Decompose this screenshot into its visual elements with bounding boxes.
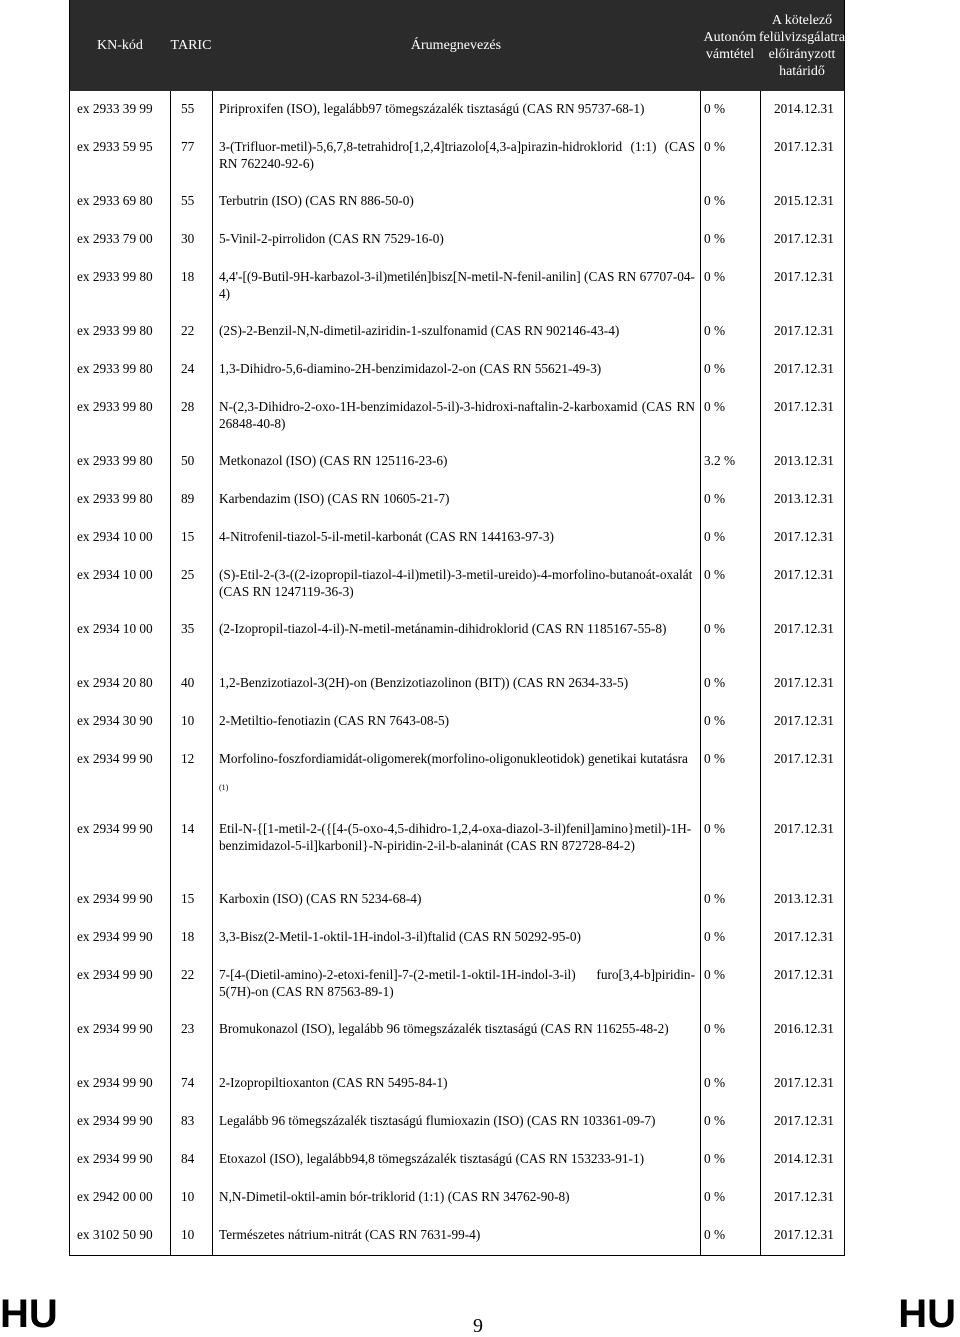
- kn-code-cell: ex 2933 99 80: [77, 399, 153, 414]
- duty-rate-cell: 3.2 %: [704, 453, 736, 468]
- taric-cell: 35: [181, 621, 195, 636]
- description-cell: 4,4'-[(9-Butil-9H-karbazol-3-il)metilén]bisz[N-metil-N-fenil-anilin] (CAS RN 67707-04-4): [219, 269, 695, 301]
- kn-code-cell: ex 2933 69 80: [77, 193, 153, 208]
- duty-rate-cell: 0 %: [704, 1189, 726, 1204]
- review-date-cell: 2014.12.31: [774, 101, 834, 116]
- page-number: 9: [473, 1315, 483, 1337]
- review-date-cell: 2017.12.31: [774, 1189, 834, 1204]
- taric-cell: 40: [181, 675, 195, 690]
- kn-code-cell: ex 2934 10 00: [77, 529, 153, 544]
- review-date-cell: 2016.12.31: [774, 1021, 834, 1036]
- duty-rate-cell: 0 %: [704, 1151, 726, 1166]
- duty-rate-cell: 0 %: [704, 821, 726, 836]
- description-cell: (2-Izopropil-tiazol-4-il)-N-metil-metánamin-dihidroklorid (CAS RN 1185167-55-8): [219, 621, 667, 636]
- kn-code-cell: ex 2934 20 80: [77, 675, 153, 690]
- taric-cell: 74: [181, 1075, 195, 1090]
- kn-code-cell: ex 2933 79 00: [77, 231, 153, 246]
- review-date-cell: 2017.12.31: [774, 269, 834, 284]
- kn-code-cell: ex 2934 99 90: [77, 1075, 153, 1090]
- description-cell: (2S)-2-Benzil-N,N-dimetil-aziridin-1-szulfonamid (CAS RN 902146-43-4): [219, 323, 620, 338]
- description-cell: Metkonazol (ISO) (CAS RN 125116-23-6): [219, 453, 448, 468]
- review-date-cell: 2015.12.31: [774, 193, 834, 208]
- taric-cell: 50: [181, 453, 195, 468]
- review-date-cell: 2017.12.31: [774, 361, 834, 376]
- taric-cell: 14: [181, 821, 195, 836]
- duty-rate-cell: 0 %: [704, 361, 726, 376]
- table-header: [70, 0, 844, 91]
- kn-code-cell: ex 2933 99 80: [77, 491, 153, 506]
- review-date-cell: 2017.12.31: [774, 1113, 834, 1128]
- description-cell: 7-[4-(Dietil-amino)-2-etoxi-fenil]-7-(2-metil-1-oktil-1H-indol-3-il) furo[3,4-b]piridin-5(7H)-on (CAS RN 87563-89-1): [219, 967, 695, 999]
- description-cell: N,N-Dimetil-oktil-amin bór-triklorid (1:1) (CAS RN 34762-90-8): [219, 1189, 570, 1204]
- taric-cell: 55: [181, 193, 195, 208]
- taric-cell: 89: [181, 491, 195, 506]
- description-cell: 5-Vinil-2-pirrolidon (CAS RN 7529-16-0): [219, 231, 444, 246]
- description-cell: Terbutrin (ISO) (CAS RN 886-50-0): [219, 193, 414, 208]
- taric-cell: 23: [181, 1021, 195, 1036]
- duty-rate-cell: 0 %: [704, 567, 726, 582]
- review-date-cell: 2017.12.31: [774, 1227, 834, 1242]
- kn-code-cell: ex 2934 99 90: [77, 967, 153, 982]
- kn-code-cell: ex 2934 99 90: [77, 751, 153, 766]
- duty-rate-cell: 0 %: [704, 1021, 726, 1036]
- taric-cell: 28: [181, 399, 195, 414]
- country-code-right: HU: [898, 1292, 956, 1336]
- duty-rate-cell: 0 %: [704, 101, 726, 116]
- taric-cell: 55: [181, 101, 195, 116]
- duty-rate-cell: 0 %: [704, 139, 726, 154]
- review-date-cell: 2017.12.31: [774, 399, 834, 414]
- description-cell: Természetes nátrium-nitrát (CAS RN 7631-99-4): [219, 1227, 481, 1242]
- review-date-cell: 2017.12.31: [774, 323, 834, 338]
- review-date-cell: 2013.12.31: [774, 891, 834, 906]
- taric-cell: 22: [181, 323, 195, 338]
- duty-rate-cell: 0 %: [704, 713, 726, 728]
- duty-rate-cell: 0 %: [704, 323, 726, 338]
- taric-cell: 10: [181, 1189, 195, 1204]
- tariff-table: [69, 0, 845, 1256]
- duty-rate-cell: 0 %: [704, 491, 726, 506]
- review-date-cell: 2017.12.31: [774, 1075, 834, 1090]
- taric-cell: 15: [181, 891, 195, 906]
- column-divider: [700, 91, 701, 1255]
- header-felulvizsgalat: A kötelező felülvizsgálatra előirányzott határidő: [758, 12, 846, 79]
- description-cell: 1,2-Benzizotiazol-3(2H)-on (Benzizotiazolinon (BIT)) (CAS RN 2634-33-5): [219, 675, 629, 690]
- description-cell: Legalább 96 tömegszázalék tisztaságú flumioxazin (ISO) (CAS RN 103361-09-7): [219, 1113, 656, 1128]
- description-cell: (S)-Etil-2-(3-((2-izopropil-tiazol-4-il)metil)-3-metil-ureido)-4-morfolino-butanoát-oxalát (CAS RN 1247119-36-3): [219, 567, 693, 599]
- description-cell: N-(2,3-Dihidro-2-oxo-1H-benzimidazol-5-il)-3-hidroxi-naftalin-2-karboxamid (CAS RN 26848-40-8): [219, 399, 695, 431]
- taric-cell: 84: [181, 1151, 195, 1166]
- duty-rate-cell: 0 %: [704, 891, 726, 906]
- header-arumegnevezes: Árumegnevezés: [410, 38, 502, 53]
- kn-code-cell: ex 2933 99 80: [77, 323, 153, 338]
- review-date-cell: 2013.12.31: [774, 453, 834, 468]
- kn-code-cell: ex 2933 59 95: [77, 139, 153, 154]
- taric-cell: 15: [181, 529, 195, 544]
- review-date-cell: 2017.12.31: [774, 713, 834, 728]
- description-cell: 4-Nitrofenil-tiazol-5-il-metil-karbonát (CAS RN 144163-97-3): [219, 529, 554, 544]
- column-divider: [170, 91, 171, 1255]
- header-autonom-vamtetel: Autonóm vámtétel: [703, 29, 757, 62]
- description-cell: 3,3-Bisz(2-Metil-1-oktil-1H-indol-3-il)ftalid (CAS RN 50292-95-0): [219, 929, 581, 944]
- kn-code-cell: ex 2934 99 90: [77, 821, 153, 836]
- review-date-cell: 2017.12.31: [774, 139, 834, 154]
- duty-rate-cell: 0 %: [704, 967, 726, 982]
- description-cell: 2-Metiltio-fenotiazin (CAS RN 7643-08-5): [219, 713, 450, 728]
- kn-code-cell: ex 2934 99 90: [77, 891, 153, 906]
- column-divider: [760, 91, 761, 1255]
- kn-code-cell: ex 2934 99 90: [77, 1113, 153, 1128]
- kn-code-cell: ex 2934 10 00: [77, 621, 153, 636]
- review-date-cell: 2017.12.31: [774, 621, 834, 636]
- kn-code-cell: ex 2934 99 90: [77, 1021, 153, 1036]
- description-cell: Etoxazol (ISO), legalább94,8 tömegszázalék tisztaságú (CAS RN 153233-91-1): [219, 1151, 645, 1166]
- kn-code-cell: ex 2934 99 90: [77, 1151, 153, 1166]
- review-date-cell: 2013.12.31: [774, 491, 834, 506]
- footnote-marker: (1): [219, 783, 229, 792]
- description-cell: Etil-N-{[1-metil-2-({[4-(5-oxo-4,5-dihidro-1,2,4-oxa-diazol-3-il)fenil]amino}metil)-1H-benzimidazol-5-il]karbonil}-N-piridin-2-il-b-alaninát (CAS RN 872728-84-2): [219, 821, 692, 853]
- description-cell: Morfolino-foszfordiamidát-oligomerek(morfolino-oligonukleotidok) genetikai kutatásra: [219, 751, 688, 766]
- taric-cell: 18: [181, 929, 195, 944]
- kn-code-cell: ex 2933 99 80: [77, 361, 153, 376]
- duty-rate-cell: 0 %: [704, 751, 726, 766]
- taric-cell: 10: [181, 1227, 195, 1242]
- column-divider: [212, 91, 213, 1255]
- kn-code-cell: ex 2934 99 90: [77, 929, 153, 944]
- kn-code-cell: ex 2933 99 80: [77, 453, 153, 468]
- kn-code-cell: ex 2933 39 99: [77, 101, 153, 116]
- duty-rate-cell: 0 %: [704, 529, 726, 544]
- taric-cell: 18: [181, 269, 195, 284]
- description-cell: Piriproxifen (ISO), legalább97 tömegszázalék tisztaságú (CAS RN 95737-68-1): [219, 101, 645, 116]
- taric-cell: 30: [181, 231, 195, 246]
- duty-rate-cell: 0 %: [704, 621, 726, 636]
- duty-rate-cell: 0 %: [704, 1075, 726, 1090]
- description-cell: Karbendazim (ISO) (CAS RN 10605-21-7): [219, 491, 450, 506]
- review-date-cell: 2017.12.31: [774, 675, 834, 690]
- duty-rate-cell: 0 %: [704, 1227, 726, 1242]
- duty-rate-cell: 0 %: [704, 269, 726, 284]
- review-date-cell: 2017.12.31: [774, 967, 834, 982]
- duty-rate-cell: 0 %: [704, 399, 726, 414]
- duty-rate-cell: 0 %: [704, 193, 726, 208]
- review-date-cell: 2014.12.31: [774, 1151, 834, 1166]
- review-date-cell: 2017.12.31: [774, 751, 834, 766]
- review-date-cell: 2017.12.31: [774, 231, 834, 246]
- description-cell: 2-Izopropiltioxanton (CAS RN 5495-84-1): [219, 1075, 448, 1090]
- taric-cell: 25: [181, 567, 195, 582]
- kn-code-cell: ex 2934 30 90: [77, 713, 153, 728]
- taric-cell: 24: [181, 361, 195, 376]
- kn-code-cell: ex 2933 99 80: [77, 269, 153, 284]
- review-date-cell: 2017.12.31: [774, 821, 834, 836]
- taric-cell: 22: [181, 967, 195, 982]
- duty-rate-cell: 0 %: [704, 1113, 726, 1128]
- duty-rate-cell: 0 %: [704, 929, 726, 944]
- description-cell: Karboxin (ISO) (CAS RN 5234-68-4): [219, 891, 422, 906]
- country-code-left: HU: [0, 1292, 58, 1336]
- kn-code-cell: ex 2942 00 00: [77, 1189, 153, 1204]
- duty-rate-cell: 0 %: [704, 231, 726, 246]
- kn-code-cell: ex 3102 50 90: [77, 1227, 153, 1242]
- taric-cell: 12: [181, 751, 195, 766]
- description-cell: 3-(Trifluor-metil)-5,6,7,8-tetrahidro[1,2,4]triazolo[4,3-a]pirazin-hidroklorid (1:1) (CAS RN 762240-92-6): [219, 139, 695, 171]
- description-cell: 1,3-Dihidro-5,6-diamino-2H-benzimidazol-2-on (CAS RN 55621-49-3): [219, 361, 602, 376]
- header-taric: TARIC: [170, 38, 212, 53]
- taric-cell: 10: [181, 713, 195, 728]
- review-date-cell: 2017.12.31: [774, 567, 834, 582]
- review-date-cell: 2017.12.31: [774, 529, 834, 544]
- header-kn-kod: KN-kód: [97, 38, 143, 53]
- kn-code-cell: ex 2934 10 00: [77, 567, 153, 582]
- duty-rate-cell: 0 %: [704, 675, 726, 690]
- description-cell: Bromukonazol (ISO), legalább 96 tömegszázalék tisztaságú (CAS RN 116255-48-2): [219, 1021, 669, 1036]
- taric-cell: 83: [181, 1113, 195, 1128]
- taric-cell: 77: [181, 139, 195, 154]
- review-date-cell: 2017.12.31: [774, 929, 834, 944]
